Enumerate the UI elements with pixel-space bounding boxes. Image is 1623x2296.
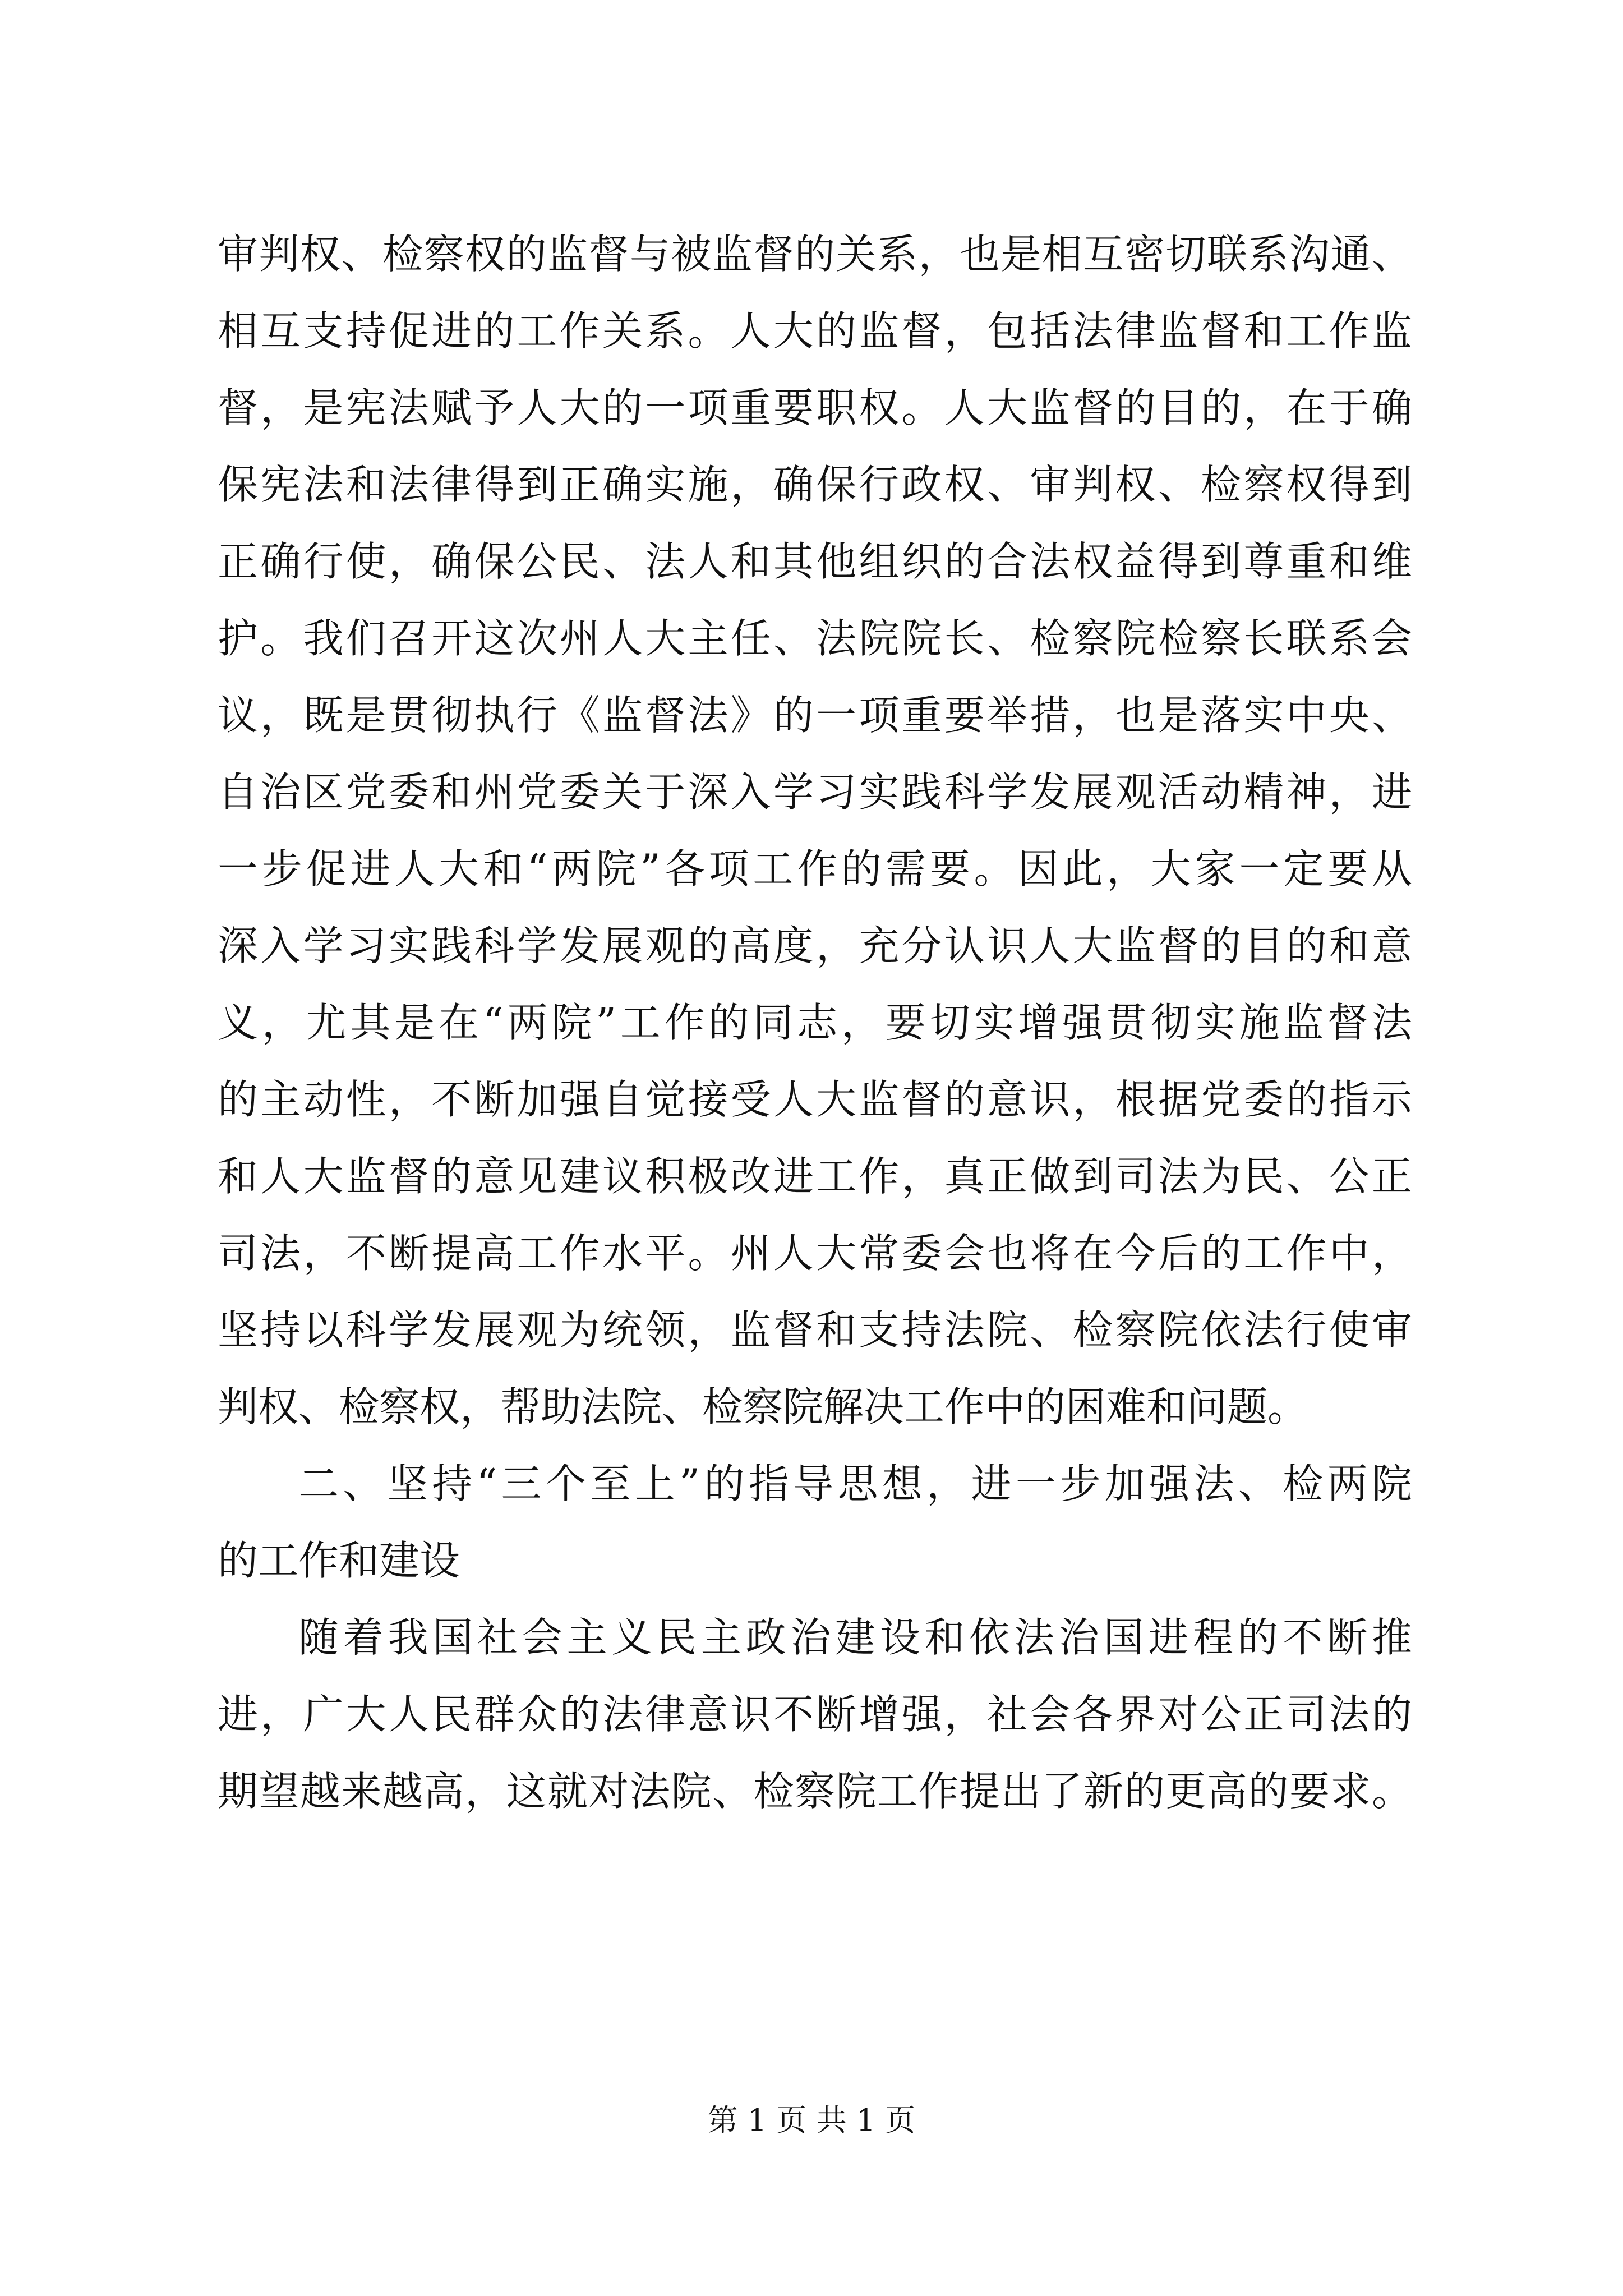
text-line-6: 护。我们召开这次州人大主任、法院院长、检察院检察长联系会	[218, 615, 1412, 662]
text-line-14: 司法，不断提高工作水平。州人大常委会也将在今后的工作中，	[218, 1230, 1412, 1277]
text-line-9: 一步促进人大和“两院”各项工作的需要。因此，大家一定要从	[218, 845, 1412, 892]
text-line-10: 深入学习实践科学发展观的高度，充分认识人大监督的目的和意	[218, 922, 1412, 969]
page-footer	[0, 2101, 1623, 2140]
text-line-19: 随着我国社会主义民主政治建设和依法治国进程的不断推	[298, 1614, 1412, 1661]
text-line-12: 的主动性，不断加强自觉接受人大监督的意识，根据党委的指示	[218, 1076, 1412, 1123]
text-line-5: 正确行使，确保公民、法人和其他组织的合法权益得到尊重和维	[218, 538, 1412, 585]
text-line-1: 审判权、检察权的监督与被监督的关系，也是相互密切联系沟通、	[218, 231, 1412, 278]
text-line-15: 坚持以科学发展观为统领，监督和支持法院、检察院依法行使审	[218, 1306, 1412, 1354]
text-line-4: 保宪法和法律得到正确实施，确保行政权、审判权、检察权得到	[218, 461, 1412, 508]
text-line-16: 判权、检察权，帮助法院、检察院解决工作中的困难和问题。	[218, 1383, 1308, 1430]
text-line-21: 期望越来越高，这就对法院、检察院工作提出了新的更高的要求。	[218, 1768, 1412, 1815]
page-number: 第 1 页 共 1 页	[707, 2102, 916, 2138]
text-line-7: 议，既是贯彻执行《监督法》的一项重要举措，也是落实中央、	[218, 692, 1412, 739]
text-line-11: 义，尤其是在“两院”工作的同志，要切实增强贯彻实施监督法	[218, 999, 1412, 1046]
text-line-2: 相互支持促进的工作关系。人大的监督，包括法律监督和工作监	[218, 307, 1412, 355]
text-line-13: 和人大监督的意见建议积极改进工作，真正做到司法为民、公正	[218, 1153, 1412, 1200]
text-line-20: 进，广大人民群众的法律意识不断增强，社会各界对公正司法的	[218, 1691, 1412, 1738]
text-line-8: 自治区党委和州党委关于深入学习实践科学发展观活动精神，进	[218, 769, 1412, 816]
body-text	[218, 216, 1412, 1830]
section-heading-line-2: 的工作和建设	[218, 1537, 460, 1584]
section-heading-line-1: 二、坚持“三个至上”的指导思想，进一步加强法、检两院	[298, 1460, 1412, 1507]
text-line-3: 督，是宪法赋予人大的一项重要职权。人大监督的目的，在于确	[218, 384, 1412, 431]
